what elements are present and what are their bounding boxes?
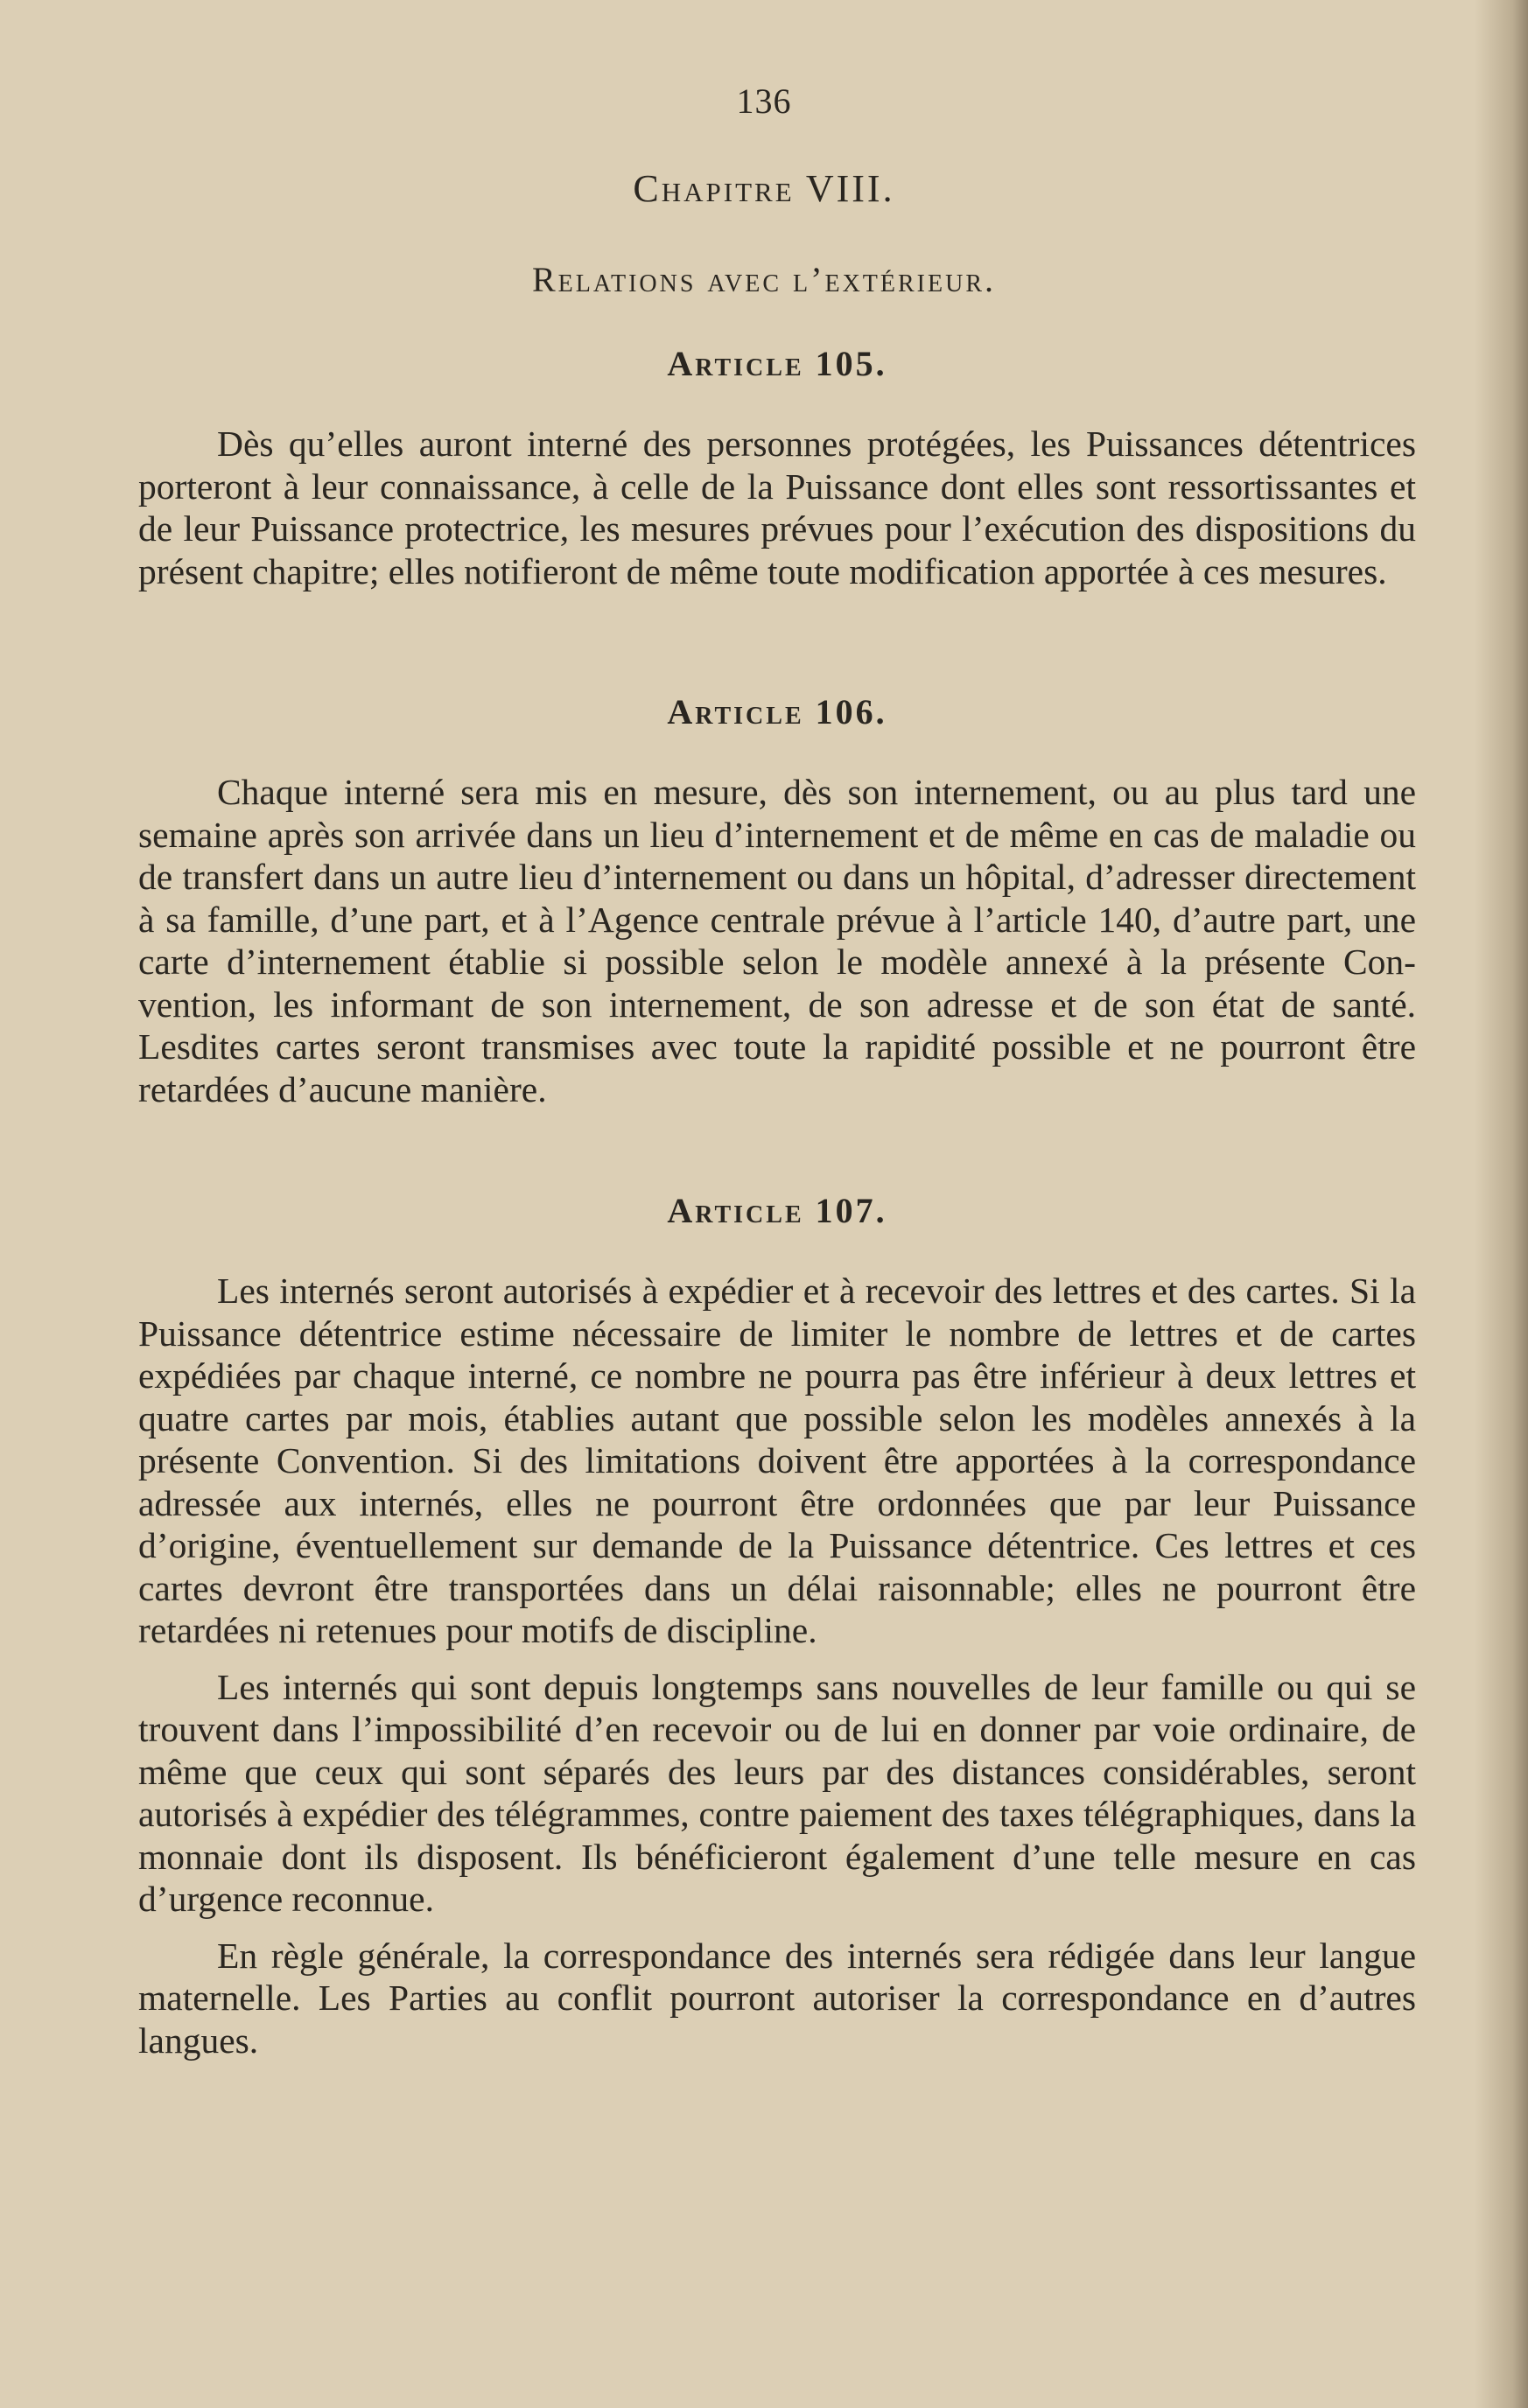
article-paragraph: En règle générale, la correspondance des internés sera rédigée dans leur langue maternelle. Les Parties au conflit pourront autoriser la correspondance en d’autres langues. [138,1935,1416,2061]
chapter-title: Chapitre VIII. [633,167,895,210]
article-105 [138,343,1416,606]
article-106 [138,691,1416,1124]
article-paragraph: Les internés qui sont depuis longtemps sans nouvelles de leur famille ou qui se trouvent dans l’impossibilité d’en recevoir ou de lui en donner par voie ordinaire, de même que ceux qui sont séparés des leurs par des distances considérables, seront autorisés à expédier des télégrammes, contre paiement des taxes télégraphiques, dans la monnaie dont ils disposent. Ils bénéficieront également d’une telle mesure en cas d’urgence reconnue. [138,1666,1416,1919]
page-number: 136 [736,81,792,121]
article-paragraph: Les internés seront autorisés à expédier et à recevoir des lettres et des cartes. Si la Puissance détentrice estime nécessaire de limiter le nombre de lettres et de cartes expédiées par chaque interné, ce nombre ne pourra pas être inférieur à deux lettres et quatre cartes par mois, établies autant que possible selon les modèles annexés à la présente Convention. Si des limitations doivent être apportées à la correspondance adressée aux internés, elles ne pourront être ordonnées que par leur Puissance d’origine, éventuellement sur demande de la Puissance détentrice. Ces lettres et ces cartes devront être transportées dans un délai raisonnable; elles ne pourront être retardées ni retenues pour motifs de discipline. [138,1270,1416,1650]
article-paragraph: Dès qu’elles auront interné des personnes protégées, les Puissances détentrices porteront à leur connaissance, à celle de la Puissance dont elles sont ressortissantes et de leur Puissance protectrice, les mesures prévues pour l’exécution des dispositions du présent chapitre; elles notifieront de même toute modification apportée à ces mesures. [138,424,1416,592]
article-heading: Article 105. [667,344,887,383]
section-title: Relations avec l’extérieur. [531,260,996,299]
article-heading: Article 106. [667,692,887,732]
article-heading: Article 107. [667,1191,887,1230]
article-107 [138,1190,1416,2076]
article-paragraph: Chaque interné sera mis en mesure, dès son internement, ou au plus tard une semaine après son arrivée dans un lieu d’internement et de même en cas de maladie ou de transfert dans un autre lieu d’internement ou dans un hôpital, d’adresser directement à sa famille, d’une part, et à l’Agence centrale prévue à l’article 140, d’autre part, une carte d’internement établie si possible selon le modèle annexé à la présente Convention, les informant de son internement, de son adresse et de son état de santé. Lesdites cartes seront transmises avec toute la rapidité possible et ne pourront être retardées d’aucune manière. [138,772,1416,1110]
